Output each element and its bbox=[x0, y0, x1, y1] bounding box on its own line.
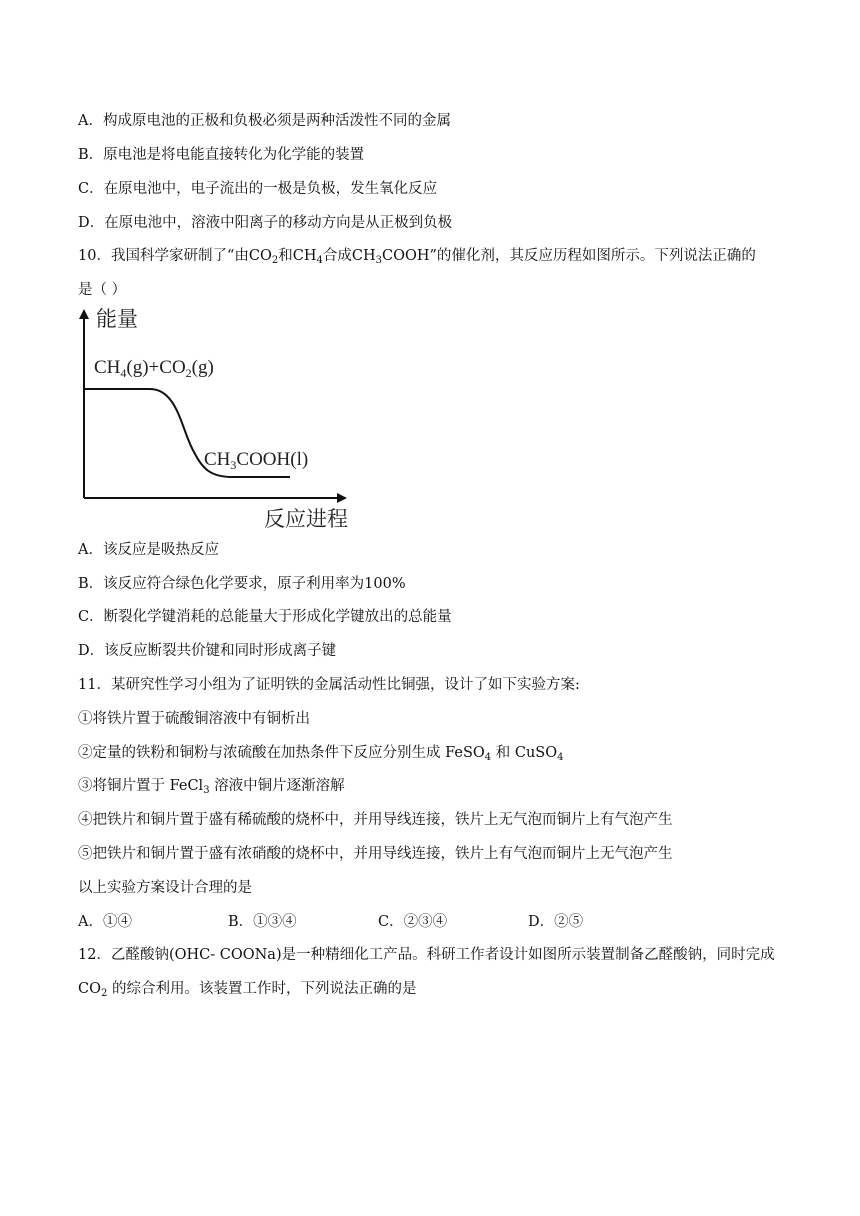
y-axis-label: 能量 bbox=[96, 307, 138, 331]
x-axis-label: 反应进程 bbox=[264, 507, 348, 531]
q11-scheme-1: ①将铁片置于硫酸铜溶液中有铜析出 bbox=[78, 711, 310, 727]
q11-stem: 11．某研究性学习小组为了证明铁的金属活动性比铜强，设计了如下实验方案: bbox=[78, 677, 580, 693]
reactants-label: $CH_4(g)+CO_2(g)$ bbox=[94, 357, 214, 380]
q11-scheme-3: ③将铜片置于 FeCl$_3$ 溶液中铜片逐渐溶解 bbox=[78, 778, 345, 796]
q11-scheme-5: ⑤把铁片和铜片置于盛有浓硝酸的烧杯中，并用导线连接，铁片上有气泡而铜片上无气泡产生 bbox=[78, 846, 673, 862]
q12-stem-line2: $CO_2$ 的综合利用。该装置工作时，下列说法正确的是 bbox=[78, 981, 417, 999]
q9-option-b: B．原电池是将电能直接转化为化学能的装置 bbox=[78, 147, 365, 163]
energy-diagram bbox=[70, 300, 370, 532]
q11-option-c: C．②③④ bbox=[378, 914, 448, 930]
q11-prompt: 以上实验方案设计合理的是 bbox=[78, 880, 252, 896]
q10-stem-line2: 是（ ） bbox=[78, 282, 127, 298]
q10-option-c: C．断裂化学键消耗的总能量大于形成化学键放出的总能量 bbox=[78, 609, 452, 625]
q11-option-b: B．①③④ bbox=[228, 914, 297, 930]
q11-option-a: A．①④ bbox=[78, 914, 132, 930]
q10-option-d: D．该反应断裂共价键和同时形成离子键 bbox=[78, 643, 337, 659]
q9-option-d: D．在原电池中，溶液中阳离子的移动方向是从正极到负极 bbox=[78, 215, 453, 231]
q12-stem: 12．乙醛酸钠(OHC- COONa)是一种精细化工产品。科研工作者设计如图所示装置制备乙醛酸钠，同时完成 bbox=[78, 947, 775, 963]
q10-option-a: A．该反应是吸热反应 bbox=[78, 542, 219, 558]
q11-scheme-4: ④把铁片和铜片置于盛有稀硫酸的烧杯中，并用导线连接，铁片上无气泡而铜片上有气泡产生 bbox=[78, 812, 673, 828]
q11-scheme-2: ②定量的铁粉和铜粉与浓硫酸在加热条件下反应分别生成 FeSO$_4$ 和 CuSO$_4$ bbox=[78, 745, 564, 763]
q10-stem: 10．我国科学家研制了“由$CO_2$和$CH_4$合成$CH_3COOH$”的催化剂，其反应历程如图所示。下列说法正确的 bbox=[78, 248, 756, 266]
q10-option-b: B．该反应符合绿色化学要求，原子利用率为100% bbox=[78, 576, 406, 592]
q9-option-a: A．构成原电池的正极和负极必须是两种活泼性不同的金属 bbox=[78, 113, 451, 129]
q11-option-d: D．②⑤ bbox=[528, 914, 584, 930]
product-label: $CH_3COOH(l)$ bbox=[204, 449, 309, 472]
q9-option-c: C．在原电池中，电子流出的一极是负极，发生氧化反应 bbox=[78, 181, 438, 197]
